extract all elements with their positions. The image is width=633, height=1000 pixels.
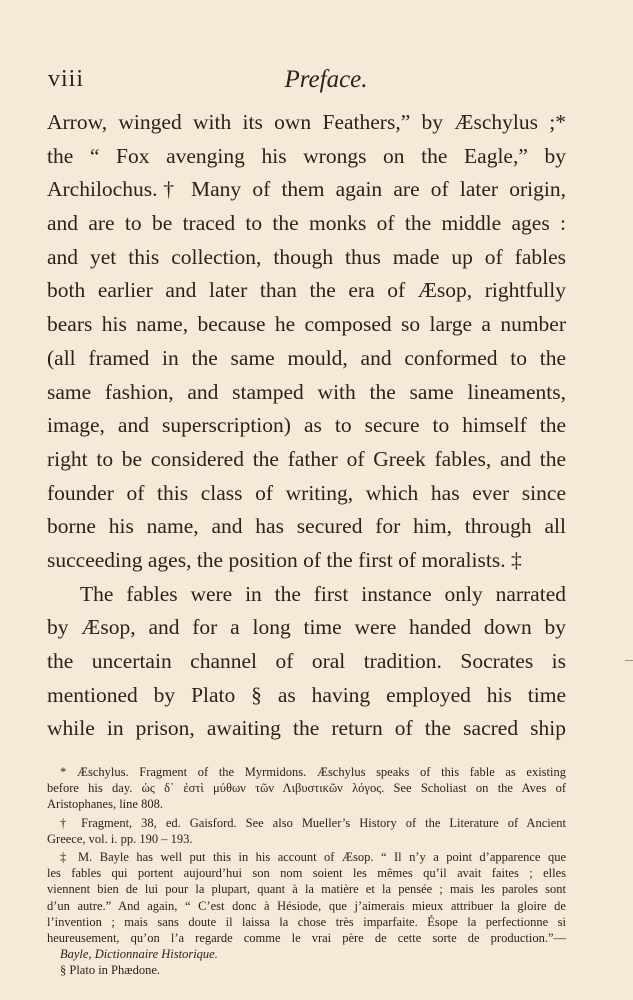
page-number: viii xyxy=(48,66,85,92)
running-title: Preface. xyxy=(284,66,368,93)
footnote-line: * Æschylus. Fragment of the Myrmidons. Æschylus speaks of this fable as existing xyxy=(60,765,566,779)
body-line: the “ Fox avenging his wrongs on the Eagle,” by xyxy=(47,143,566,168)
body-line: same fashion, and stamped with the same lineaments, xyxy=(47,379,566,404)
footnote-line: ‡ M. Bayle has well put this in his account of Æsop. “ Il n’y a point d’apparence que xyxy=(60,849,566,864)
body-line: both earlier and later than the era of Æsop, rightfully xyxy=(47,278,566,303)
body-line: the uncertain channel of oral tradition. Socrates is xyxy=(47,649,566,673)
footnote-line: Aristophanes, line 808. xyxy=(47,797,163,812)
footnote-line: viennent bien de lui pour la plupart, quant à la matière et la pensée ; mais les paroles sont xyxy=(47,882,566,897)
body-line: right to be considered the father of Greek fables, and the xyxy=(47,446,566,471)
body-line: (all framed in the same mould, and conformed to the xyxy=(47,345,566,370)
footnote-line: les fables qui portent aujourd’hui son nom soient les mêmes qu’il avait faites ; elles xyxy=(47,866,566,881)
margin-mark xyxy=(625,660,633,661)
body-line: founder of this class of writing, which has ever since xyxy=(47,480,566,505)
body-line: and are to be traced to the monks of the middle ages : xyxy=(47,211,566,236)
body-line: succeeding ages, the position of the first of moralists. ‡ xyxy=(47,547,522,572)
body-line: Arrow, winged with its own Feathers,” by Æschylus ;* xyxy=(47,110,566,134)
body-line: and yet this collection, though thus made up of fables xyxy=(47,244,566,269)
footnote-line: d’un autre.” And again, “ C’est donc à Hésiode, que j’aimerais mieux attribuer la gloire de xyxy=(47,898,566,913)
footnote-line: Greece, vol. i. pp. 190 – 193. xyxy=(47,831,193,846)
footnote-line: † Fragment, 38, ed. Gaisford. See also Mueller’s History of the Literature of Ancient xyxy=(60,815,566,830)
footnote-line: § Plato in Phædone. xyxy=(60,963,161,978)
footnotes xyxy=(47,764,566,978)
body-text xyxy=(47,106,566,746)
body-line: image, and superscription) as to secure to himself the xyxy=(47,413,566,438)
footnote-line: before his day. ὡς δ᾽ ἐστὶ μύθων τῶν Λιβυστικῶν λόγος. See Scholiast on the Aves of xyxy=(47,781,566,796)
footnote-line: heureusement, qu’on l’a regarde comme le vrai père de cette sorte de production.”— xyxy=(47,930,566,945)
footnote-line: l’invention ; mais sans doute il laissa la chose très imparfaite. Ésope la perfectionne si xyxy=(47,914,566,929)
body-line: Archilochus.† Many of them again are of later origin, xyxy=(47,177,566,202)
body-line: bears his name, because he composed so large a number xyxy=(47,312,566,337)
paragraph-first-line: The fables were in the first instance only narrated xyxy=(80,581,566,606)
body-line: while in prison, awaiting the return of the sacred ship xyxy=(47,716,566,741)
body-line: borne his name, and has secured for him, through all xyxy=(47,514,566,539)
body-line: mentioned by Plato § as having employed his time xyxy=(47,682,566,707)
footnote-citation: Bayle, Dictionnaire Historique. xyxy=(60,947,218,962)
page-header xyxy=(48,66,568,100)
body-line: by Æsop, and for a long time were handed down by xyxy=(47,615,566,640)
